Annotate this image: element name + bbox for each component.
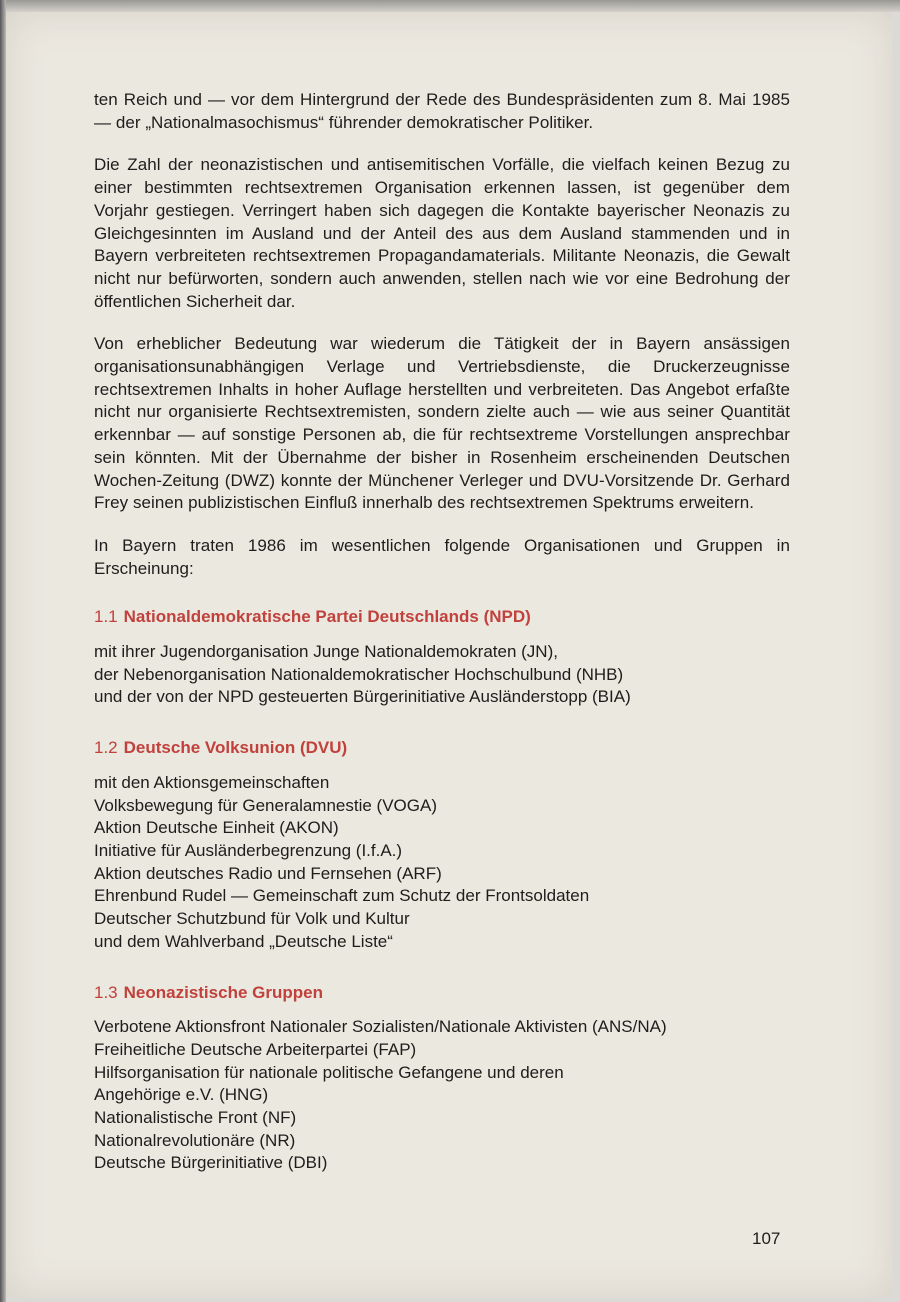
paragraph-3: Von erheblicher Bedeutung war wiederum die Tätigkeit der in Bayern ansässigen organisationsunabhängigen Verlage und Vertriebsdienste, die Druckerzeugnisse rechtsextremen Inhalts in hoher Auflage herstellten und verbreiteten. Das Angebot erfaßte nicht nur organisierte Rechtsextremisten, sondern zielte auch — wie aus seiner Quantität erkennbar — auf sonstige Personen ab, die für rechtsextreme Vorstellungen ansprechbar sein könnten. Mit der Übernahme der bisher in Rosenheim erscheinenden Deutschen Wochen-Zeitung (DWZ) konnte der Münchener Verleger und DVU-Vorsitzende Dr. Gerhard Frey seinen publizistischen Einfluß innerhalb des rechtsextremen Spektrums erweitern.: [94, 334, 790, 513]
list-item: Nationalistische Front (NF): [94, 1108, 297, 1128]
list-item: mit den Aktionsgemeinschaften: [94, 772, 330, 792]
paragraph-1: ten Reich und — vor dem Hintergrund der Rede des Bundespräsidenten zum 8. Mai 1985 — der „Nationalmasochismus“ führender demokratischer Politiker.: [94, 90, 790, 132]
section-npd: [94, 606, 790, 709]
section-number: 1.2: [94, 738, 118, 758]
section-number: 1.3: [94, 982, 118, 1002]
section-dvu: [94, 737, 790, 953]
section-list: [94, 641, 790, 709]
list-item: Initiative für Ausländerbegrenzung (I.f.A.): [94, 840, 403, 860]
paragraph-2: Die Zahl der neonazistischen und antisemitischen Vorfälle, die vielfach keinen Bezug zu einer bestimmten rechtsextremen Organisation erkennen lassen, ist gegenüber dem Vorjahr gestiegen. Verringert haben sich dagegen die Kontakte bayerischer Neonazis zu Gleichgesinnten im Ausland und der Anteil des aus dem Ausland stammenden und in Bayern verbreiteten rechtsextremen Propagandamaterials. Militante Neonazis, die Gewalt nicht nur befürworten, sondern auch anwenden, stellen nach wie vor eine Bedrohung der öffentlichen Sicherheit dar.: [94, 155, 790, 311]
list-item: Volksbewegung für Generalamnestie (VOGA): [94, 795, 438, 815]
section-list: [94, 772, 790, 954]
section-heading: [94, 606, 790, 629]
list-item: und der von der NPD gesteuerten Bürgerinitiative Ausländerstopp (BIA): [94, 687, 631, 707]
scan-edge-top: [0, 0, 900, 12]
list-item: der Nebenorganisation Nationaldemokratischer Hochschulbund (NHB): [94, 664, 624, 684]
list-item: Aktion Deutsche Einheit (AKON): [94, 818, 339, 838]
list-item: Freiheitliche Deutsche Arbeiterpartei (FAP): [94, 1039, 417, 1059]
list-item: Verbotene Aktionsfront Nationaler Sozialisten/Nationale Aktivisten (ANS/NA): [94, 1017, 667, 1037]
section-heading: [94, 737, 790, 760]
list-item: Nationalrevolutionäre (NR): [94, 1130, 296, 1150]
section-title: Nationaldemokratische Partei Deutschlands (NPD): [123, 607, 531, 627]
section-title: Neonazistische Gruppen: [123, 982, 323, 1002]
list-item: Deutscher Schutzbund für Volk und Kultur: [94, 909, 410, 929]
paragraph-4: In Bayern traten 1986 im wesentlichen folgende Organisationen und Gruppen in Erscheinung:: [94, 535, 790, 578]
page-content: [94, 89, 790, 1203]
list-item: und dem Wahlverband „Deutsche Liste“: [94, 931, 393, 951]
list-item: Ehrenbund Rudel — Gemeinschaft zum Schutz der Frontsoldaten: [94, 886, 590, 906]
section-number: 1.1: [94, 607, 118, 627]
section-neonazi-groups: [94, 982, 790, 1176]
section-title: Deutsche Volksunion (DVU): [123, 738, 348, 758]
section-list: [94, 1016, 790, 1175]
list-item: Angehörige e.V. (HNG): [94, 1085, 269, 1105]
page-number: 107: [752, 1229, 781, 1248]
section-heading: [94, 982, 790, 1005]
list-item: Deutsche Bürgerinitiative (DBI): [94, 1153, 328, 1173]
list-item: Aktion deutsches Radio und Fernsehen (ARF): [94, 863, 442, 883]
list-item: mit ihrer Jugendorganisation Junge Nationaldemokraten (JN),: [94, 642, 558, 662]
list-item: Hilfsorganisation für nationale politische Gefangene und deren: [94, 1062, 564, 1082]
